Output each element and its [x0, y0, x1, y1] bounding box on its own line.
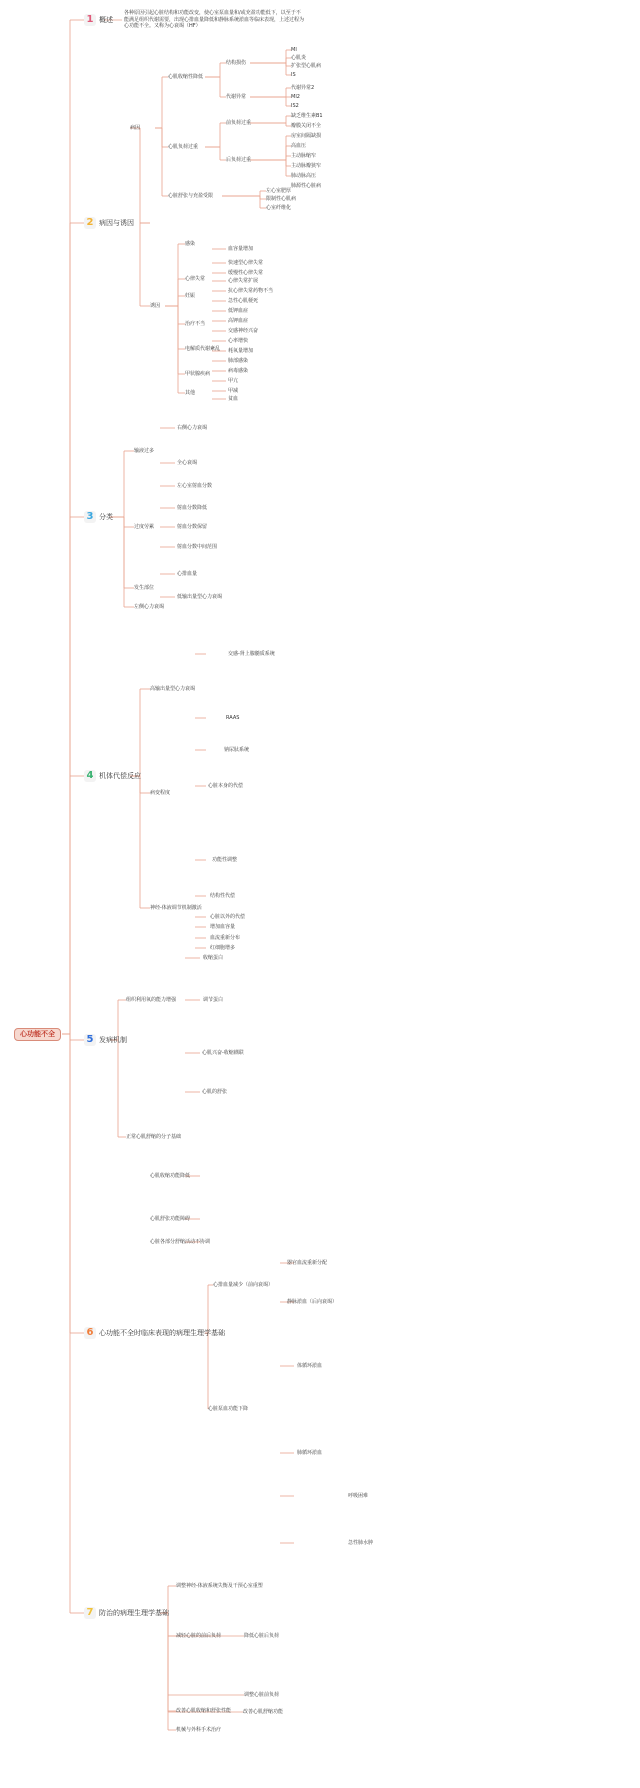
mind-map-node: 肺循环淤血 [297, 1450, 323, 1456]
mind-map-node: 调节蛋白 [203, 997, 224, 1003]
mind-map-node: 功能性调整 [212, 857, 238, 863]
mind-map-node: 甲亢 [228, 378, 239, 384]
mind-map-node: IS2 [291, 103, 299, 109]
mind-map-node: MI [291, 47, 297, 53]
mind-map-node: 心脏以外的代偿 [210, 914, 246, 920]
mind-map-node: 输液过多 [134, 448, 155, 454]
mind-map-node: 呼吸困难 [348, 1493, 369, 1499]
mind-map-node: 心肌舒张功能障碍 [150, 1216, 191, 1222]
mind-map-node: 病变程度 [150, 790, 171, 796]
overview-text: 各种原因引起心脏结构和功能改变，使心室泵血量和/或充盈功能低下，以至于不能满足组织代谢需要，出现心排血量降低和静脉系统淤血等临床表现，上述过程为心功能不全。又称为心衰竭（HF） [124, 10, 305, 29]
mind-map-node: 后负荷过重 [226, 157, 252, 163]
mind-map-node: 结构性代偿 [210, 893, 236, 899]
mind-map-node: 心排血量 [177, 571, 198, 577]
section-number-badge: 7 [84, 1607, 96, 1619]
mind-map-node: 心排血量减少（前向衰竭） [213, 1282, 274, 1288]
section-label: 防治的病理生理学基础 [99, 1609, 169, 1617]
mind-map-node: 主动脉瓣狭窄 [291, 163, 322, 169]
mind-map-node: 降低心脏后负荷 [244, 1633, 280, 1639]
mind-map-node: 左心室肥厚 [266, 188, 292, 194]
mind-map-node: 心律失常扩展 [228, 278, 259, 284]
mind-map-node: 感染 [185, 241, 196, 247]
mind-map-node: 增加血容量 [210, 924, 236, 930]
root-node: 心功能不全 [14, 1028, 61, 1041]
mind-map-node: 过度劳累 [134, 524, 155, 530]
mind-map-node: 电解质代谢紊乱 [185, 346, 221, 352]
mind-map-node: 静脉淤血（后向衰竭） [287, 1299, 338, 1305]
section-4 [84, 770, 141, 782]
mind-map-node: 调整神经-体液系统失衡及干预心室重塑 [176, 1583, 263, 1589]
section-number-badge: 5 [84, 1034, 96, 1046]
mind-map-node: 贫血 [228, 396, 239, 402]
mind-map-node: 妊娠 [185, 293, 196, 299]
mind-map-node: 射血分数保留 [177, 524, 208, 530]
section-label: 机体代偿反应 [99, 772, 141, 780]
mind-map-node: 红细胞增多 [210, 945, 236, 951]
mind-map-node: 左心室射血分数 [177, 483, 213, 489]
mind-map-node: 心脏泵血功能下降 [208, 1406, 249, 1412]
mind-map-node: 机械与外科手术治疗 [176, 1727, 222, 1733]
mind-map-node: 钠尿肽系统 [224, 747, 250, 753]
mind-map-node: 扩张型心肌病 [291, 63, 322, 69]
mind-map-node: 瓣膜关闭不全 [291, 123, 322, 129]
section-2 [84, 217, 134, 229]
section-label: 病因与诱因 [99, 219, 134, 227]
mind-map-node: 发生部位 [134, 585, 155, 591]
mind-map-node: 射血分数降低 [177, 505, 208, 511]
mind-map-node: 心肌收缩功能降低 [150, 1173, 191, 1179]
mind-map-node: 心脏本身的代偿 [208, 783, 244, 789]
section-number-badge: 4 [84, 770, 96, 782]
mind-map-node: 缺乏维生素B1 [291, 113, 323, 119]
mind-map-node: 心率增快 [228, 338, 249, 344]
mind-map-node: 急性肺水肿 [348, 1540, 374, 1546]
mind-map-node: 全心衰竭 [177, 460, 198, 466]
mind-map-node: 高血压 [291, 143, 307, 149]
mind-map-node: 甲减 [228, 388, 239, 394]
mind-map-node: RAAS [226, 715, 240, 721]
mind-map-node: 限制性心肌病 [266, 196, 297, 202]
section-label: 心功能不全时临床表现的病理生理学基础 [99, 1329, 225, 1337]
mind-map-node: 低钾血症 [228, 308, 249, 314]
section-7 [84, 1607, 169, 1619]
mind-map-node: 神经-体液调节机制激活 [150, 905, 202, 911]
mind-map-node: 肺部感染 [228, 358, 249, 364]
mind-map-node: 心肌的舒张 [202, 1089, 228, 1095]
mind-map-node: 肺动脉高压 [291, 173, 317, 179]
section-number-badge: 6 [84, 1327, 96, 1339]
mind-map-node: 改善心肌舒缩功能 [243, 1709, 284, 1715]
section-number-badge: 2 [84, 217, 96, 229]
mind-map-node: MI2 [291, 94, 300, 100]
mind-map-node: 抗心律失常药物不当 [228, 288, 274, 294]
section-number-badge: 3 [84, 511, 96, 523]
mind-map-node: 甲状腺疾病 [185, 371, 211, 377]
mind-map-node: 射血分数中间范围 [177, 544, 218, 550]
mind-map-node: 主动脉缩窄 [291, 153, 317, 159]
section-1 [84, 14, 113, 26]
section-label: 分类 [99, 513, 113, 521]
mind-map-node: 高钾血症 [228, 318, 249, 324]
section-label: 发病机制 [99, 1036, 127, 1044]
section-number-badge: 1 [84, 14, 96, 26]
mind-map-node: 右侧心力衰竭 [177, 425, 208, 431]
mind-map-node: 代谢异常2 [291, 85, 315, 91]
mind-map-node: 治疗不当 [185, 321, 206, 327]
mind-map-node: IS [291, 72, 296, 78]
mind-map-node: 改善心肌收缩和舒张性能 [176, 1708, 232, 1714]
mind-map-node: 组织利用氧的能力增强 [126, 997, 177, 1003]
mind-map-node: 低输出量型心力衰竭 [177, 594, 223, 600]
mind-map-node: 代谢异常 [226, 94, 247, 100]
mind-map-node: 心肌炎 [291, 55, 307, 61]
mind-map-node: 调整心脏前负荷 [244, 1692, 280, 1698]
mind-map-node: 交感神经兴奋 [228, 328, 259, 334]
mind-map-node: 交感-肾上腺髓质系统 [228, 651, 275, 657]
mind-map-node: 前负荷过重 [226, 120, 252, 126]
section-label: 概述 [99, 16, 113, 24]
mind-map-node: 耗氧量增加 [228, 348, 254, 354]
mind-map-node: 其他 [185, 390, 196, 396]
mind-map-node: 心律失常 [185, 276, 206, 282]
mind-map-node: 血容量增加 [228, 246, 254, 252]
mind-map-node: 快速型心律失常 [228, 260, 264, 266]
mind-map-node: 肺源性心脏病 [291, 183, 322, 189]
mind-map-node: 心脏舒张与充盈受限 [168, 193, 214, 199]
mind-map-node: 减轻心脏的前后负荷 [176, 1633, 222, 1639]
mind-map-node: 病毒感染 [228, 368, 249, 374]
mind-map-node: 心肌兴奋-收缩耦联 [202, 1050, 244, 1056]
mind-map-node: 左侧心力衰竭 [134, 604, 165, 610]
mind-map-node: 诱因 [150, 303, 161, 309]
section-5 [84, 1034, 127, 1046]
mind-map-node: 体循环淤血 [297, 1363, 323, 1369]
section-3 [84, 511, 113, 523]
mind-map-node: 心室纤维化 [266, 205, 292, 211]
mind-map-node: 高输出量型心力衰竭 [150, 686, 196, 692]
mind-map-node: 收缩蛋白 [203, 955, 224, 961]
mind-map-node: 血流重新分布 [210, 935, 241, 941]
mind-map-node: 心脏各部分舒缩活动不协调 [150, 1239, 211, 1245]
mind-map-node: 结构损伤 [226, 60, 247, 66]
mind-map-node: 病因 [130, 125, 141, 131]
mind-map-node: 房室间隔缺损 [291, 133, 322, 139]
mind-map-node: 心肌负荷过重 [168, 144, 199, 150]
section-6 [84, 1327, 225, 1339]
mind-map-node: 急性心肌梗死 [228, 298, 259, 304]
mind-map-node: 缓慢性心律失常 [228, 270, 264, 276]
mind-map-node: 器官血流重新分配 [287, 1260, 328, 1266]
mind-map-node: 心肌收缩性降低 [168, 74, 204, 80]
mind-map-node: 正常心肌舒缩的分子基础 [126, 1134, 182, 1140]
